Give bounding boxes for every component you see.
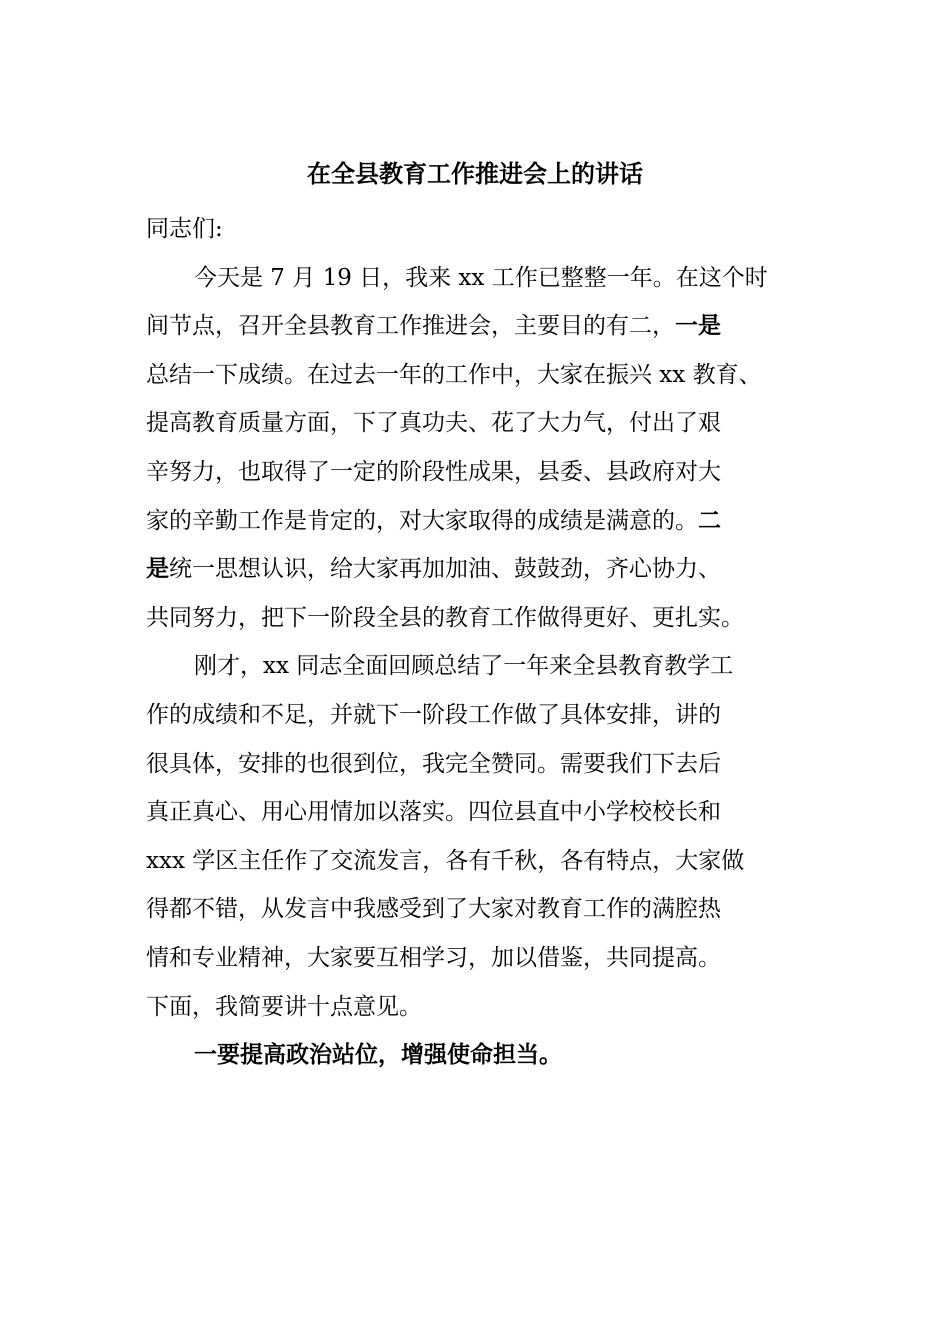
paragraph-line: 辛努力，也取得了一定的阶段性成果，县委、县政府对大: [146, 458, 721, 485]
text-run: 家的辛勤工作是肯定的，对大家取得的成绩是满意的。: [146, 507, 698, 534]
document-title: 在全县教育工作推进会上的讲话: [307, 160, 643, 188]
paragraph-line: 真正真心、用心用情加以落实。四位县直中小学校校长和: [146, 799, 721, 826]
paragraph-line: 作的成绩和不足，并就下一阶段工作做了具体安排，讲的: [146, 701, 721, 728]
paragraph-line: [146, 302, 816, 351]
emphasis-second-part1: 二: [698, 507, 721, 534]
emphasis-second-part2: 是: [146, 556, 169, 583]
paragraph-line: [146, 497, 816, 546]
document-body: [146, 205, 816, 1080]
salutation: 同志们:: [146, 216, 223, 242]
paragraph-line: 很具体，安排的也很到位，我完全赞同。需要我们下去后: [146, 750, 721, 777]
paragraph-2: [146, 642, 816, 1031]
paragraph-line: 今天是 7 月 19 日，我来 xx 工作已整整一年。在这个时: [194, 264, 768, 291]
paragraph-line: 刚才，xx 同志全面回顾总结了一年来全县教育教学工: [194, 653, 734, 680]
paragraph-line: 总结一下成绩。在过去一年的工作中，大家在振兴 xx 教育、: [146, 361, 762, 388]
text-run: 间节点，召开全县教育工作推进会，主要目的有二，: [146, 313, 675, 340]
emphasis-first: 一是: [675, 313, 721, 340]
paragraph-line: xxx 学区主任作了交流发言，各有千秋，各有特点，大家做: [146, 847, 745, 874]
section-heading: 一要提高政治站位，增强使命担当。: [194, 1042, 562, 1069]
paragraph-line: 得都不错，从发言中我感受到了大家对教育工作的满腔热: [146, 896, 721, 923]
paragraph-line: 情和专业精神，大家要互相学习，加以借鉴，共同提高。: [146, 944, 721, 971]
paragraph-line: [146, 545, 816, 594]
paragraph-line: 提高教育质量方面，下了真功夫、花了大力气，付出了艰: [146, 410, 721, 437]
paragraph-line: 下面，我简要讲十点意见。: [146, 993, 422, 1020]
paragraph-line: 共同努力，把下一阶段全县的教育工作做得更好、更扎实。: [146, 604, 744, 631]
text-run: 统一思想认识，给大家再加加油、鼓鼓劲，齐心协力、: [169, 556, 721, 583]
paragraph-1: [146, 254, 816, 643]
